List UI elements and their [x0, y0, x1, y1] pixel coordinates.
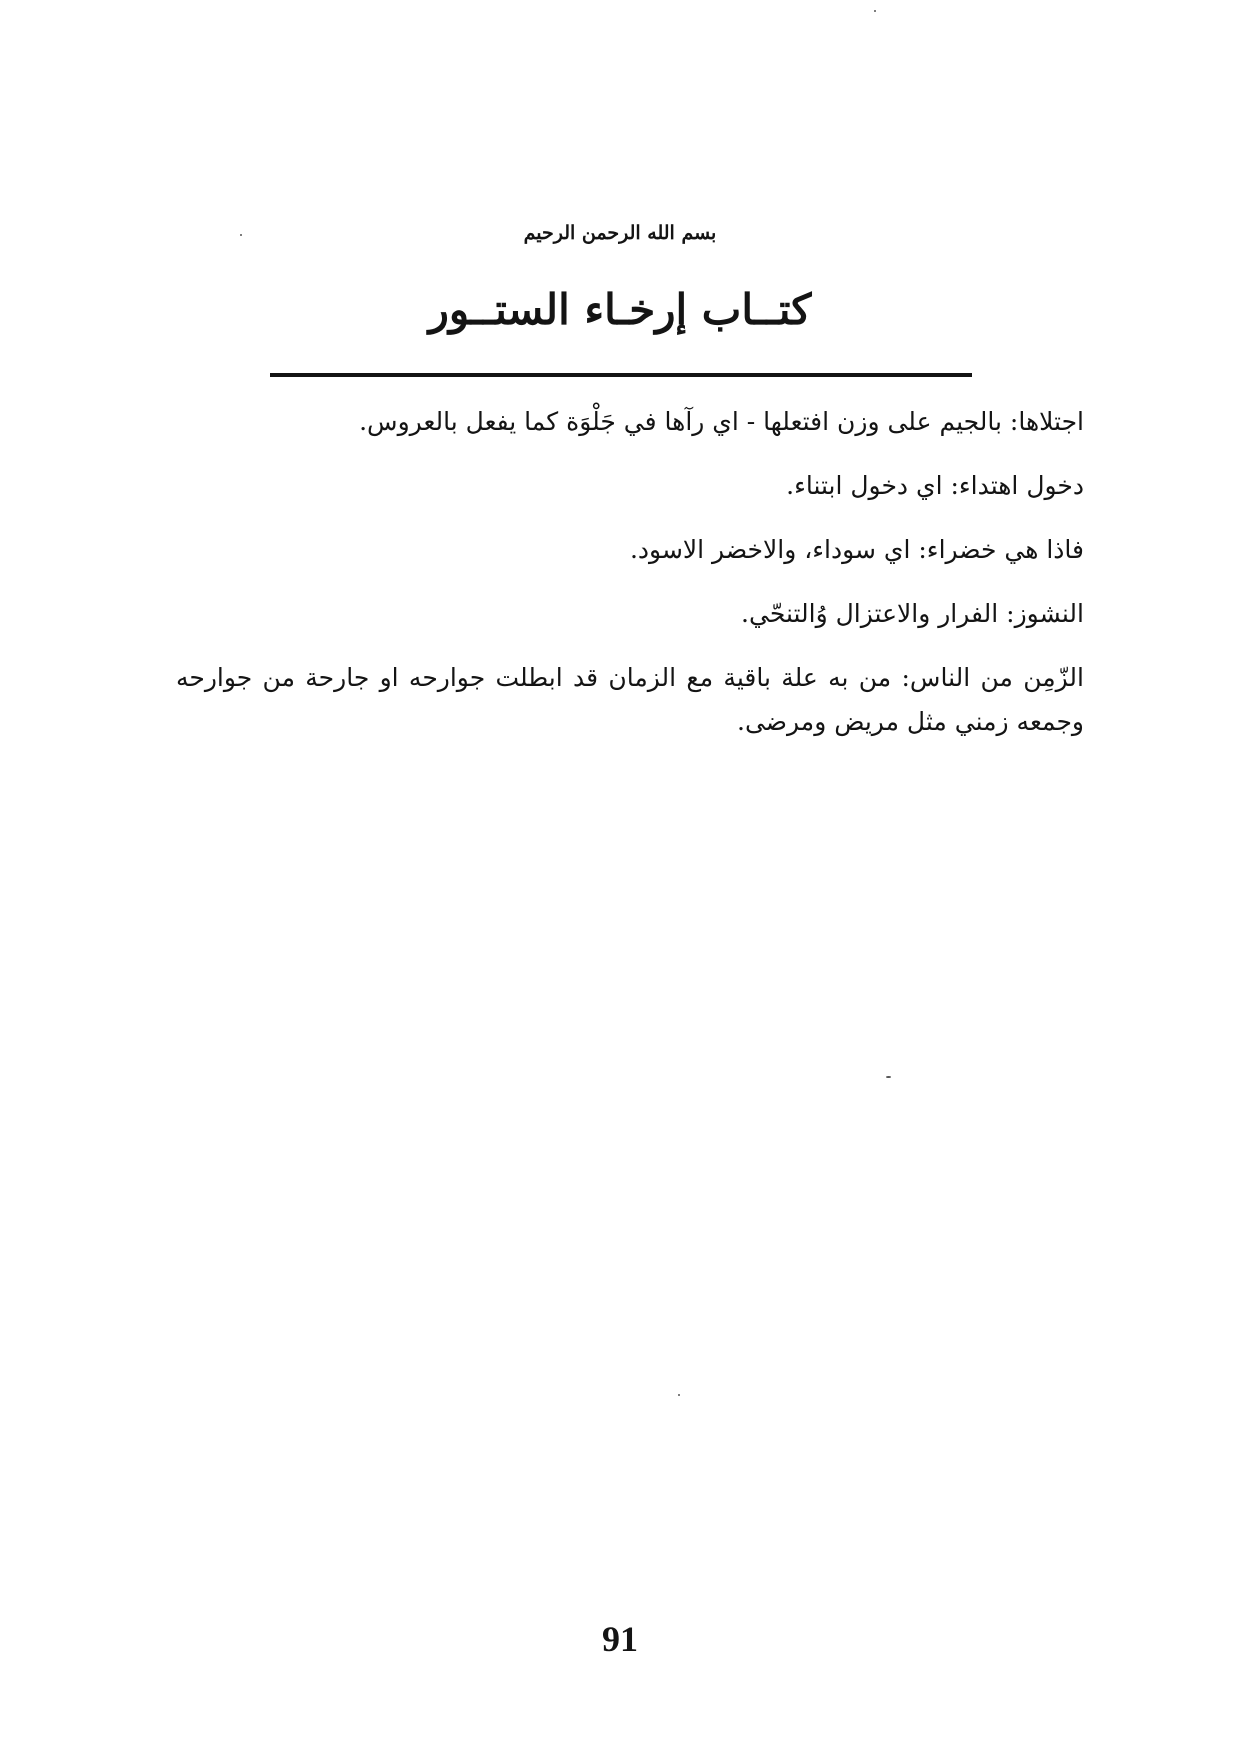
scan-speck — [886, 1076, 891, 1078]
title-divider-rule — [270, 373, 972, 377]
scan-speck — [874, 10, 876, 12]
basmala-heading: بسم الله الرحمن الرحيم — [523, 222, 717, 244]
glossary-entries — [176, 400, 1084, 744]
scan-speck — [678, 1394, 680, 1396]
glossary-entry: دخول اهتداء: اي دخول ابتناء. — [786, 471, 1084, 500]
glossary-entry: فاذا هي خضراء: اي سوداء، والاخضر الاسود. — [629, 535, 1084, 564]
glossary-entry: الزّمِن من الناس: من به علة باقية مع الزمان قد ابطلت جوارحه او جارحة من جوارحه وجمعه زمني مثل مريض ومرضى. — [176, 663, 1084, 736]
chapter-title: كتــاب إرخـاء الستــور — [428, 285, 812, 334]
glossary-entry: اجتلاها: بالجيم على وزن افتعلها - اي رآها في جَلْوَة كما يفعل بالعروس. — [359, 407, 1084, 436]
glossary-entry: النشوز: الفرار والاعتزال وُالتنحّي. — [741, 599, 1084, 628]
page-number: 91 — [602, 1619, 638, 1659]
